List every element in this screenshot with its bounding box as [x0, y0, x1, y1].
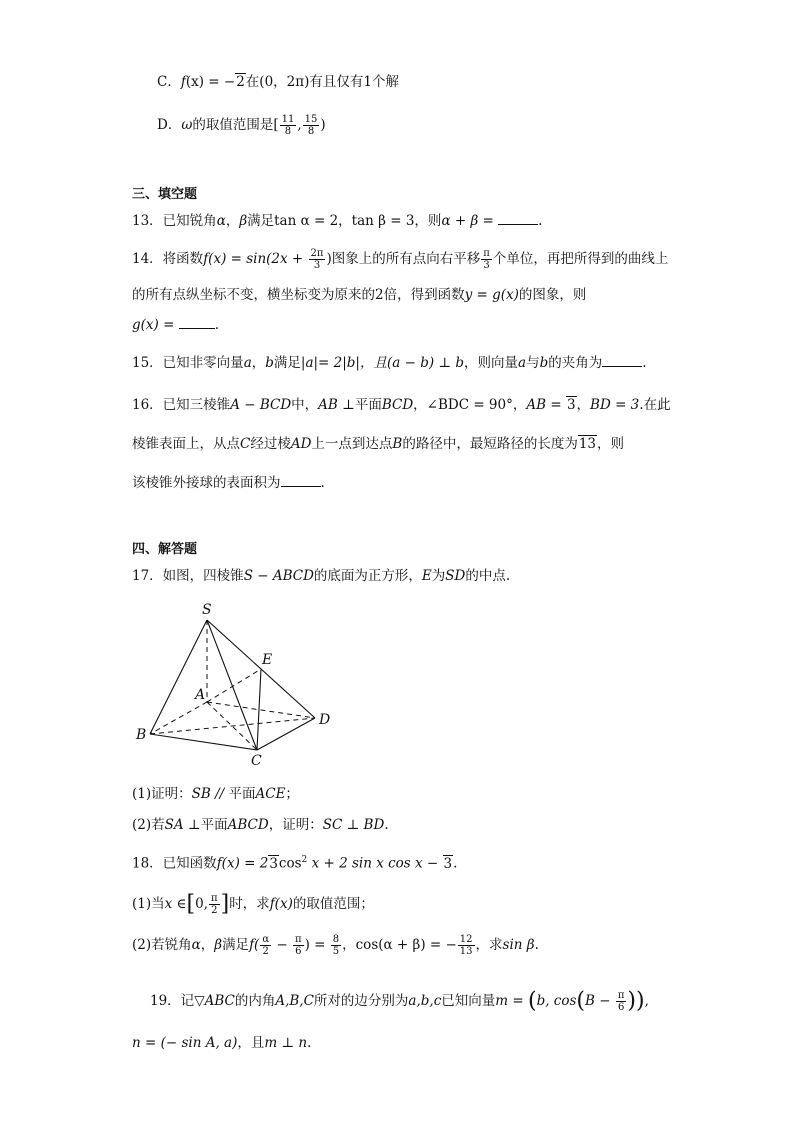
fraction-pi-2: $\frac{\pi}{2}$ [211, 893, 218, 916]
interval: (0，2π) [259, 74, 310, 90]
option-d: D．ω的取值范围是[ $\frac{11}{8}$ , $\frac{15}{8}$ ) [157, 114, 326, 137]
label-D: D [319, 712, 331, 728]
edge-AD [207, 702, 315, 718]
fraction-15-8: $\frac{15}{8}$ [304, 114, 318, 137]
question-16-line2: 棱锥表面上，从点C经过棱AD上一点到达点B的路径中，最短路径的长度为13，则 [132, 436, 625, 452]
option-text: 有且仅有1个解 [309, 74, 399, 90]
question-16: 16．已知三棱锥A − BCD中，AB ⊥平面BCD，∠BDC = 90°，AB = 3，BD = 3.在此 [132, 397, 671, 413]
sqrt-2: 2 [236, 74, 245, 90]
question-17: 17．如图，四棱锥S − ABCD的底面为正方形，E为SD的中点. [132, 568, 511, 584]
question-19-line2: n = (− sin A, a)，且m ⊥ n. [132, 1035, 312, 1051]
label-E: E [262, 652, 273, 668]
question-14: 14．将函数f(x) = sin(2x + $\frac{2\pi}{3}$ )图象上的所有点向右平移 $\frac{\pi}{3}$ 个单位，再把所得到的曲线上 [132, 248, 669, 271]
question-17-part1: (1)证明：SB // 平面ACE； [132, 786, 299, 802]
question-17-part2: (2)若SA ⊥平面ABCD，证明：SC ⊥ BD. [132, 817, 389, 833]
label-S: S [202, 602, 212, 618]
omega-symbol: ω [181, 117, 193, 133]
fraction-pi-3: $\frac{\pi}{3}$ [483, 248, 490, 271]
label-C: C [251, 753, 262, 765]
question-13: 13．已知锐角α，β满足tan α = 2，tan β = 3，则α + β = . [132, 210, 542, 231]
question-14-line2: 的所有点纵坐标不变，横坐标变为原来的2倍，得到函数y = g(x)的图象，则 [132, 287, 587, 303]
answer-blank[interactable] [498, 210, 538, 225]
sqrt-3: 3 [566, 397, 576, 413]
bracket: [ [273, 117, 279, 133]
math-f: f [180, 74, 186, 90]
question-16-line3: 该棱锥外接球的表面积为 . [132, 472, 325, 493]
question-18-part1: (1)当x ∈[0, $\frac{\pi}{2}$ ]时，求f(x)的取值范围； [132, 891, 374, 917]
option-c [157, 72, 399, 92]
edge-CD [257, 718, 315, 750]
fraction-11-8: $\frac{11}{8}$ [281, 114, 295, 137]
section-solve: 四、解答题 [132, 542, 198, 557]
question-15: 15．已知非零向量a，b满足|a|= 2|b|，且(a − b) ⊥ b，则向量a与b的夹角为 . [132, 352, 647, 373]
option-text: 的取值范围是 [192, 117, 274, 133]
label-B: B [136, 727, 147, 743]
edge-SC [207, 620, 257, 750]
question-19: 19．记▽ABC的内角A,B,C所对的边分别为a,b,c已知向量m = (b, cos(B − $\frac{\pi}{6}$ )), [150, 988, 649, 1014]
option-label: C． [157, 74, 181, 90]
question-14-line3: g(x) = . [132, 314, 219, 335]
sqrt-13: 13 [578, 436, 597, 452]
edge-AE [207, 669, 261, 702]
bracket: ) [320, 117, 326, 133]
section-fill-in: 三、填空题 [132, 187, 198, 202]
pyramid-figure [130, 595, 340, 765]
label-A: A [195, 687, 206, 703]
answer-blank[interactable] [281, 472, 321, 487]
math-text: (x) = − [185, 74, 236, 90]
edge-SB [150, 620, 207, 734]
option-label: D． [157, 117, 182, 133]
fraction-2pi-3: $\frac{2\pi}{3}$ [310, 248, 324, 271]
question-18: 18．已知函数$f(x) = 23\cos^2$ x + 2 sin x cos x − 3. [132, 855, 458, 872]
answer-blank[interactable] [179, 314, 215, 329]
edge-BC [150, 734, 257, 750]
option-text: 在 [245, 74, 260, 90]
edge-EC [257, 669, 261, 750]
answer-blank[interactable] [602, 352, 642, 367]
question-18-part2: (2)若锐角α，β满足f( $\frac{\alpha}{2}$ − $\frac{\pi}{6}$ ) = $\frac{8}{5}$ ，cos(α + β) = − $\frac{12}{13}$ ，求sin β. [132, 934, 539, 957]
